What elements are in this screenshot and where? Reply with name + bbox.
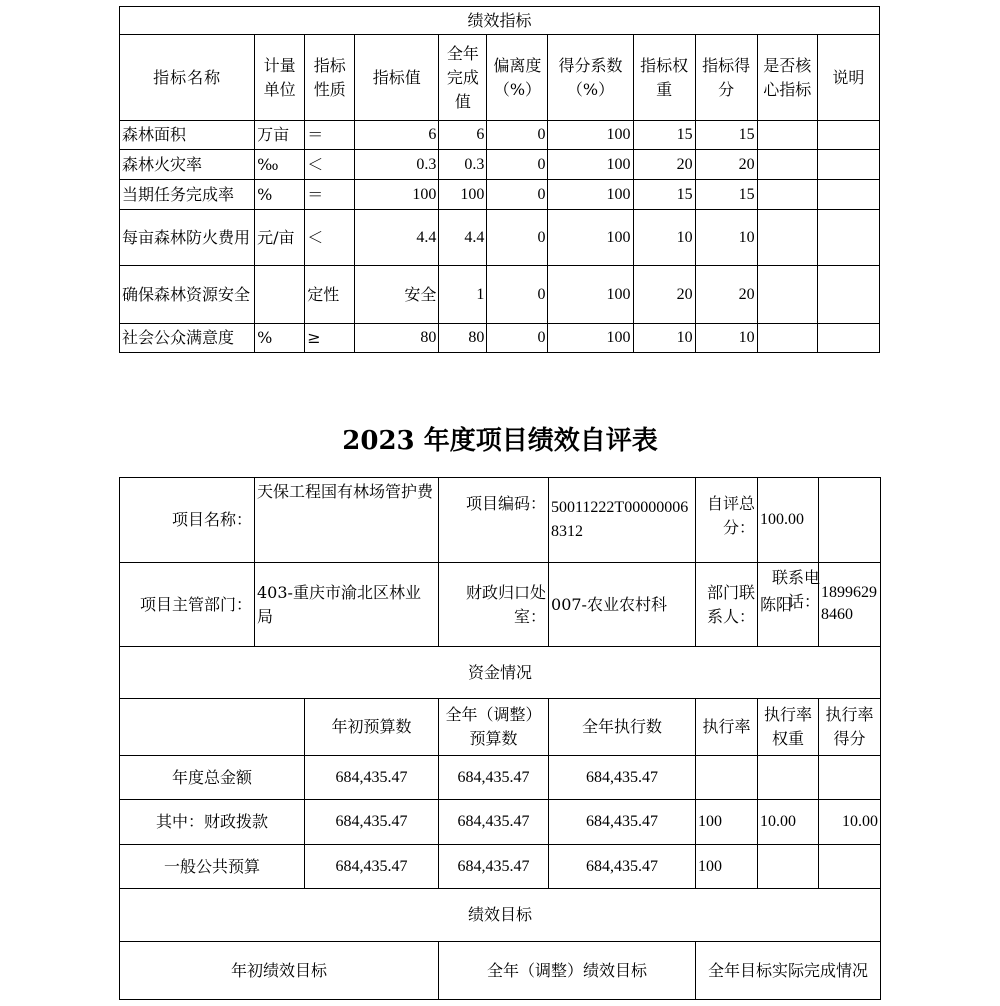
fund-row-label: 其中：财政拨款 [120, 800, 305, 845]
fund-initial: 684,435.47 [305, 756, 439, 800]
table-row [120, 324, 880, 353]
self-evaluation-table [119, 477, 881, 1000]
fund-initial: 684,435.47 [305, 800, 439, 845]
indicator-coefficient: 100 [548, 266, 633, 324]
dept-value: 403-重庆市渝北区林业局 [255, 563, 439, 647]
page-title: 2023 年度项目绩效自评表 [342, 426, 658, 456]
indicator-unit [255, 266, 305, 324]
finance-value: 007-农业农村科 [549, 563, 696, 647]
fund-weight [758, 845, 819, 889]
indicator-name: 每亩森林防火费用 [120, 210, 255, 266]
header-score: 指标得分 [695, 35, 757, 121]
indicator-score: 15 [695, 121, 757, 150]
contact-value: 陈阳 [758, 563, 819, 647]
indicator-target: 安全 [355, 266, 439, 324]
fund-adjusted: 684,435.47 [439, 756, 549, 800]
indicator-coefficient: 100 [548, 121, 633, 150]
indicator-name: 森林面积 [120, 121, 255, 150]
header-indicator-name: 指标名称 [120, 35, 255, 121]
indicator-weight: 10 [633, 210, 695, 266]
indicator-target: 6 [355, 121, 439, 150]
indicator-deviation: 0 [487, 180, 548, 210]
indicator-score: 10 [695, 210, 757, 266]
dept-label: 项目主管部门： [120, 563, 255, 647]
indicator-score: 10 [695, 324, 757, 353]
indicator-note [817, 121, 879, 150]
fund-score [819, 756, 881, 800]
header-goal-completion: 全年目标实际完成情况 [696, 942, 881, 1000]
section-title-goals: 绩效目标 [120, 889, 881, 942]
self-score-value: 100.00 [758, 478, 819, 563]
phone-value: 18996298460 [821, 584, 877, 623]
indicator-note [817, 150, 879, 180]
table-row [120, 756, 881, 800]
fund-executed: 684,435.47 [549, 800, 696, 845]
indicator-coefficient: 100 [548, 210, 633, 266]
indicator-name: 社会公众满意度 [120, 324, 255, 353]
section-title-funds: 资金情况 [120, 647, 881, 699]
table-row [120, 121, 880, 150]
header-note: 说明 [817, 35, 879, 121]
self-score-label: 自评总分： [696, 478, 758, 563]
indicator-coefficient: 100 [548, 324, 633, 353]
header-nature: 指标性质 [305, 35, 355, 121]
header-exec-score: 执行率得分 [819, 699, 881, 756]
fund-row-label: 一般公共预算 [120, 845, 305, 889]
fund-rate: 100 [696, 800, 758, 845]
project-name-value: 天保工程国有林场管护费 [255, 478, 439, 563]
indicator-actual: 100 [439, 180, 487, 210]
indicator-target: 4.4 [355, 210, 439, 266]
project-code-value: 50011222T000000068312 [549, 478, 696, 563]
indicator-weight: 20 [633, 150, 695, 180]
indicator-actual: 1 [439, 266, 487, 324]
header-unit: 计量单位 [255, 35, 305, 121]
indicator-unit: 元/亩 [255, 210, 305, 266]
indicator-target: 100 [355, 180, 439, 210]
table-row [120, 266, 880, 324]
header-actual: 全年完成值 [439, 35, 487, 121]
section-title-indicators: 绩效指标 [120, 7, 880, 35]
header-exec-rate: 执行率 [696, 699, 758, 756]
indicator-actual: 4.4 [439, 210, 487, 266]
header-adjusted-budget: 全年（调整）预算数 [439, 699, 549, 756]
header-weight: 指标权重 [633, 35, 695, 121]
indicator-deviation: 0 [487, 150, 548, 180]
indicator-target: 80 [355, 324, 439, 353]
header-initial-goal: 年初绩效目标 [120, 942, 439, 1000]
indicator-weight: 15 [633, 121, 695, 150]
empty-cell [819, 478, 881, 563]
indicator-nature: ＝ [305, 121, 355, 150]
indicator-actual: 6 [439, 121, 487, 150]
fund-executed: 684,435.47 [549, 756, 696, 800]
indicator-nature: ＝ [305, 180, 355, 210]
indicator-core [757, 180, 817, 210]
header-core: 是否核心指标 [757, 35, 817, 121]
indicator-deviation: 0 [487, 266, 548, 324]
indicator-actual: 0.3 [439, 150, 487, 180]
fund-weight: 10.00 [758, 800, 819, 845]
indicator-nature: 定性 [305, 266, 355, 324]
indicator-deviation: 0 [487, 210, 548, 266]
fund-adjusted: 684,435.47 [439, 800, 549, 845]
fund-score [819, 845, 881, 889]
indicator-core [757, 121, 817, 150]
indicator-note [817, 180, 879, 210]
indicator-score: 20 [695, 266, 757, 324]
header-adjusted-goal: 全年（调整）绩效目标 [439, 942, 696, 1000]
indicator-name: 确保森林资源安全 [120, 266, 255, 324]
indicator-name: 森林火灾率 [120, 150, 255, 180]
indicator-core [757, 210, 817, 266]
indicator-unit: 万亩 [255, 121, 305, 150]
indicator-deviation: 0 [487, 324, 548, 353]
fund-executed: 684,435.47 [549, 845, 696, 889]
fund-adjusted: 684,435.47 [439, 845, 549, 889]
performance-indicator-table [119, 6, 880, 353]
indicator-note [817, 266, 879, 324]
header-target: 指标值 [355, 35, 439, 121]
header-coefficient: 得分系数（%） [548, 35, 633, 121]
indicator-nature: ＜ [305, 210, 355, 266]
indicator-core [757, 150, 817, 180]
contact-label: 部门联系人： [696, 563, 758, 647]
indicator-weight: 15 [633, 180, 695, 210]
header-initial-budget: 年初预算数 [305, 699, 439, 756]
fund-weight [758, 756, 819, 800]
project-code-label: 项目编码： [439, 478, 549, 563]
indicator-unit: ‰ [255, 150, 305, 180]
indicator-score: 20 [695, 150, 757, 180]
table-row [120, 800, 881, 845]
table-row [120, 845, 881, 889]
indicator-score: 15 [695, 180, 757, 210]
header-deviation: 偏离度（%） [487, 35, 548, 121]
indicator-nature: ≥ [305, 324, 355, 353]
indicator-unit: % [255, 324, 305, 353]
fund-score: 10.00 [819, 800, 881, 845]
header-executed: 全年执行数 [549, 699, 696, 756]
indicator-unit: % [255, 180, 305, 210]
indicator-note [817, 324, 879, 353]
table-row [120, 150, 880, 180]
indicator-coefficient: 100 [548, 150, 633, 180]
indicator-actual: 80 [439, 324, 487, 353]
indicator-nature: ＜ [305, 150, 355, 180]
phone-label: 联系电话： [771, 568, 820, 611]
project-name-label: 项目名称： [120, 478, 255, 563]
indicator-deviation: 0 [487, 121, 548, 150]
fund-rate: 100 [696, 845, 758, 889]
header-exec-weight: 执行率权重 [758, 699, 819, 756]
table-row [120, 210, 880, 266]
indicator-coefficient: 100 [548, 180, 633, 210]
indicator-core [757, 266, 817, 324]
indicator-weight: 10 [633, 324, 695, 353]
fund-row-label: 年度总金额 [120, 756, 305, 800]
indicator-core [757, 324, 817, 353]
fund-rate [696, 756, 758, 800]
indicator-name: 当期任务完成率 [120, 180, 255, 210]
empty-header-cell [120, 699, 305, 756]
indicator-note [817, 210, 879, 266]
fund-initial: 684,435.47 [305, 845, 439, 889]
table-row [120, 180, 880, 210]
finance-label: 财政归口处室： [439, 563, 549, 647]
indicator-target: 0.3 [355, 150, 439, 180]
indicator-weight: 20 [633, 266, 695, 324]
